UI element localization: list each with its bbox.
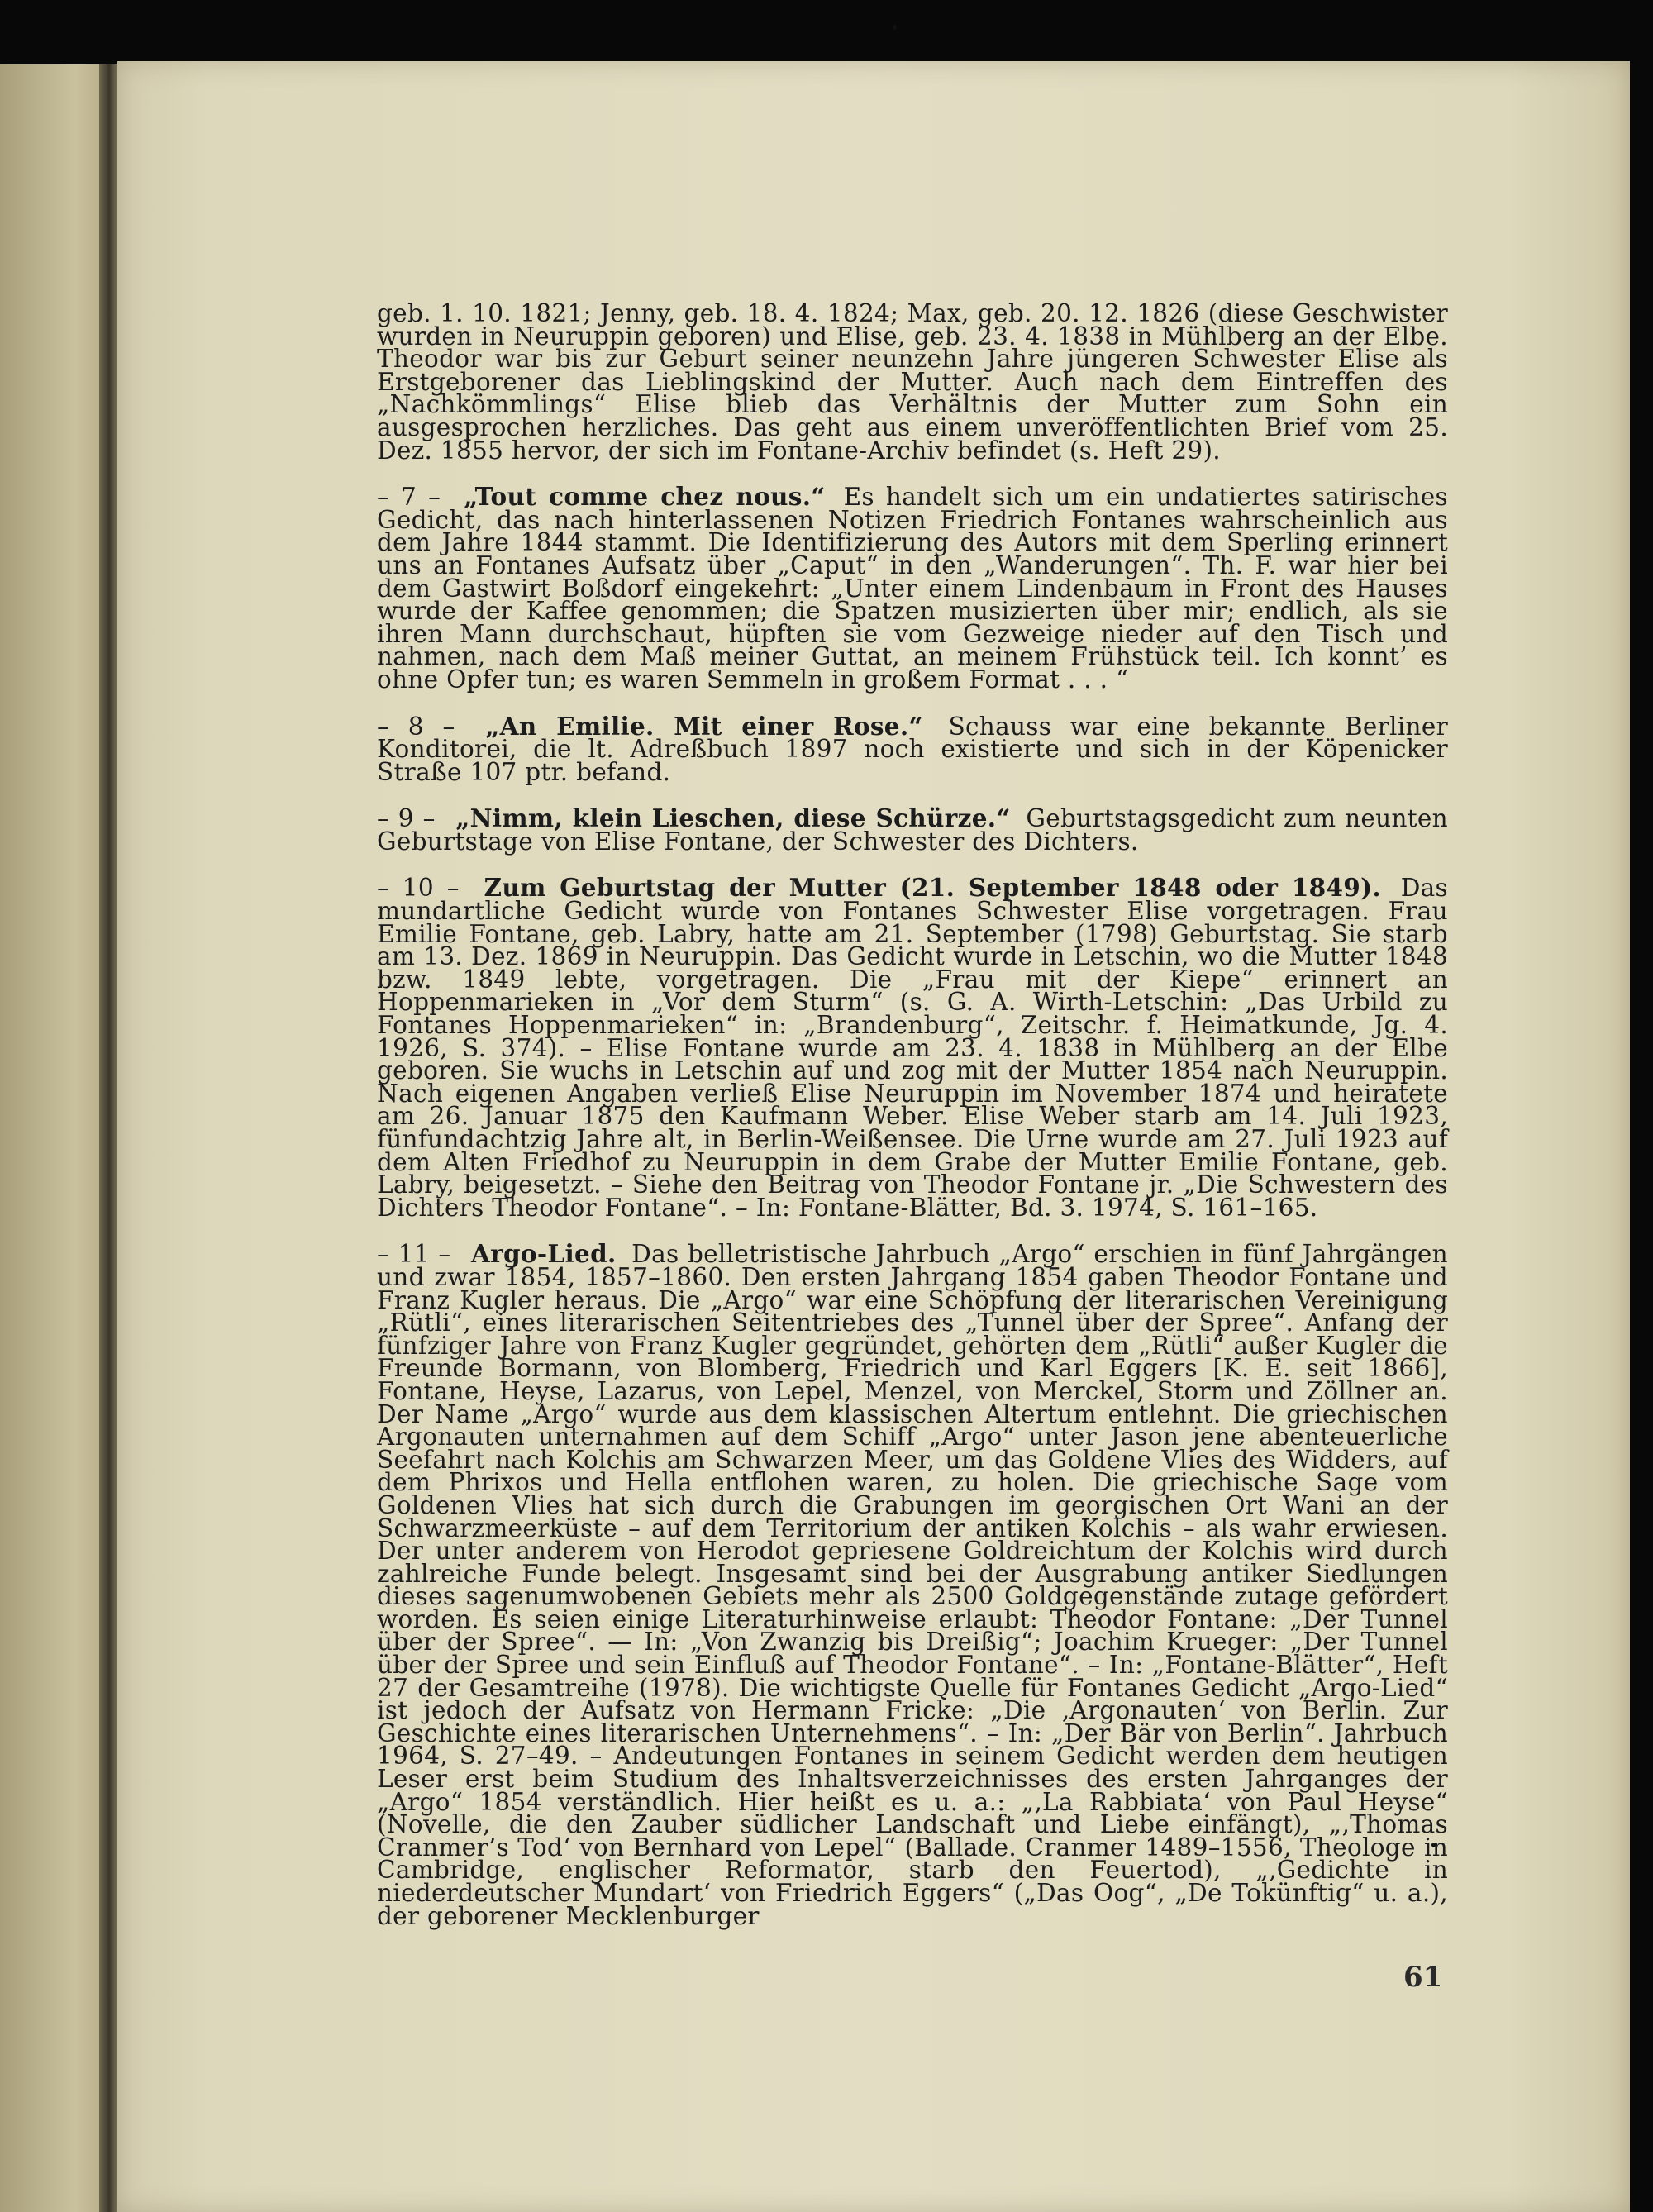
entry-text: Das belletristische Jahrbuch „Argo“ erschien in fünf Jahrgängen und zwar 1854, 1857–1860. Den ersten Jahrgang 1854 gaben Theodor Fontane und Franz Kugler heraus. Die „Argo“ war eine Schöpfung der literarischen Vereinigung „Rütli“, eines literarischen Seitentriebes des „Tunnel über der Spree“. Anfang der fünfziger Jahre von Franz Kugler gegründet, gehörten dem „Rütli“ außer Kugler die Freunde Bormann, von Blomberg, Friedrich und Karl Eggers [K. E. seit 1866], Fontane, Heyse, Lazarus, von Lepel, Menzel, von Merckel, Storm und Zöllner an. Der Name „Argo“ wurde aus dem klassischen Altertum entlehnt. Die griechischen Argonauten unternahmen auf dem Schiff „Argo“ unter Jason jene abenteuerliche Seefahrt nach Kolchis am Schwarzen Meer, um das Goldene Vlies des Widders, auf dem Phrixos und Hella entflohen waren, zu holen. Die griechische Sage vom Goldenen Vlies hat sich durch die Grabungen im georgischen Ort Wani an der Schwarzmeerküste – auf dem Territorium der antiken Kolchis – als wahr erwiesen. Der unter anderem von Herodot gepriesene Goldreichtum der Kolchis wird durch zahlreiche Funde belegt. Insgesamt sind bei der Ausgrabung antiker Siedlungen dieses sagenumwobenen Gebiets mehr als 2500 Goldgegenstände zutage gefördert worden. Es seien einige Literaturhinweise erlaubt: Theodor Fontane: „Der Tunnel über der Spree“. — In: „Von Zwanzig bis Dreißig“; Joachim Krueger: „Der Tunnel über der Spree und sein Einfluß auf Theodor Fontane“. – In: „Fontane-Blätter“, Heft 27 der Gesamtreihe (1978). Die wichtigste Quelle für Fontanes Gedicht „Argo-Lied“ ist jedoch der Aufsatz von Hermann Fricke: „Die ‚Argonauten‘ von Berlin. Zur Geschichte eines literarischen Unternehmens“. – In: „Der Bär von Berlin“. Jahrbuch 1964, S. 27–49. – Andeutungen Fontanes in seinem Gedicht werden dem heutigen Leser erst beim Studium des Inhaltsverzeichnisses des ersten Jahrganges der „Argo“ 1854 verständlich. Hier heißt es u. a.: „‚La Rabbiata‘ von Paul Heyse“ (Novelle, die den Zauber südlicher Landschaft und Liebe einfängt), „‚Thomas Cranmer’s Tod‘ von Bernhard von Lepel“ (Ballade. Cranmer 1489–1556, Theologe in Cambridge, englischer Reformator, starb den Feuertod), „‚Gedichte in niederdeutscher Mundart‘ von Friedrich Eggers“ („Das Oog“, „De Tokünftig“ u. a.), der geborener Mecklenburger xyxy=(377,1240,1448,1930)
entry-text: Es handelt sich um ein undatiertes satirisches Gedicht, das nach hinterlassenen Notizen Friedrich Fontanes wahrscheinlich aus dem Jahre 1844 stammt. Die Identifizierung des Autors mit dem Sperling erinnert uns an Fontanes Aufsatz über „Caput“ in den „Wanderungen“. Th. F. war hier bei dem Gastwirt Boßdorf eingekehrt: „Unter einem Lindenbaum in Front des Hauses wurde der Kaffee genommen; die Spatzen musizierten über mir; endlich, als sie ihren Mann durchschaut, hüpften sie vom Gezweige nieder auf den Tisch und nahmen, nach dem Maß meiner Guttat, an meinem Frühstück teil. Ich konnt’ es ohne Opfer tun; es waren Semmeln in großem Format . . . “ xyxy=(377,483,1448,694)
entry-number: – 8 – xyxy=(377,712,455,741)
entry-text: Geburtstagsgedicht zum neunten Geburtstage von Elise Fontane, der Schwester des Dichters. xyxy=(377,804,1448,856)
note-entry-11 xyxy=(377,1239,1448,1930)
entry-title: „An Emilie. Mit einer Rose.“ xyxy=(485,711,923,741)
note-entry-9 xyxy=(377,803,1448,856)
book-gutter xyxy=(99,64,119,2212)
entry-text: Das mundartliche Gedicht wurde von Fontanes Schwester Elise vorgetragen. Frau Emilie Fontane, geb. Labry, hatte am 21. September (1798) Geburtstag. Sie starb am 13. Dez. 1869 in Neuruppin. Das Gedicht wurde in Letschin, wo die Mutter 1848 bzw. 1849 lebte, vorgetragen. Die „Frau mit der Kiepe“ erinnert an Hoppenmarieken in „Vor dem Sturm“ (s. G. A. Wirth-Letschin: „Das Urbild zu Fontanes Hoppenmarieken“ in: „Brandenburg“, Zeitschr. f. Heimatkunde, Jg. 4. 1926, S. 374). – Elise Fontane wurde am 23. 4. 1838 in Mühlberg an der Elbe geboren. Sie wuchs in Letschin auf und zog mit der Mutter 1854 nach Neuruppin. Nach eigenen Angaben verließ Elise Neuruppin im November 1874 und heiratete am 26. Januar 1875 den Kaufmann Weber. Elise Weber starb am 14. Juli 1923, fünfundachtzig Jahre alt, in Berlin-Weißensee. Die Urne wurde am 27. Juli 1923 auf dem Alten Friedhof zu Neuruppin in dem Grabe der Mutter Emilie Fontane, geb. Labry, beigesetzt. – Siehe den Beitrag von Theodor Fontane jr. „Die Schwestern des Dichters Theodor Fontane“. – In: Fontane-Blätter, Bd. 3. 1974, S. 161–165. xyxy=(377,874,1448,1222)
paragraph-text: geb. 1. 10. 1821; Jenny, geb. 18. 4. 1824; Max, geb. 20. 12. 1826 (diese Geschwister wurden in Neuruppin geboren) und Elise, geb. 23. 4. 1838 in Mühlberg an der Elbe. Theodor war bis zur Geburt seiner neunzehn Jahre jüngeren Schwester Elise als Erstgeborener das Lieblingskind der Mutter. Auch nach dem Eintreffen des „Nachkömmlings“ Elise blieb das Verhältnis der Mutter zum Sohn ein ausgesprochen herzliches. Das geht aus einem unveröffentlichten Brief vom 25. Dez. 1855 hervor, der sich im Fontane-Archiv befindet (s. Heft 29). xyxy=(377,299,1448,465)
paragraph-continuation xyxy=(377,299,1448,465)
entry-title: Argo-Lied. xyxy=(470,1239,617,1269)
entry-title: „Nimm, klein Lieschen, diese Schürze.“ xyxy=(455,803,1011,833)
entry-number: – 11 – xyxy=(377,1240,451,1269)
previous-page-edge xyxy=(0,64,107,2212)
page-text xyxy=(377,299,1448,1951)
dust-speck xyxy=(893,25,897,30)
note-entry-7 xyxy=(377,482,1448,694)
book-page xyxy=(117,61,1630,2212)
entry-number: – 10 – xyxy=(377,874,460,903)
entry-title: Zum Geburtstag der Mutter (21. September 1848 oder 1849). xyxy=(484,873,1381,903)
entry-number: – 9 – xyxy=(377,804,436,833)
entry-number: – 7 – xyxy=(377,483,441,512)
note-entry-10 xyxy=(377,873,1448,1222)
entry-title: „Tout comme chez nous.“ xyxy=(464,482,826,512)
note-entry-8 xyxy=(377,711,1448,786)
page-number: 61 xyxy=(1403,1961,1443,1994)
entry-text: Schauss war eine bekannte Berliner Konditorei, die lt. Adreßbuch 1897 noch existierte und sich in der Köpenicker Straße 107 ptr. befand. xyxy=(377,712,1448,786)
